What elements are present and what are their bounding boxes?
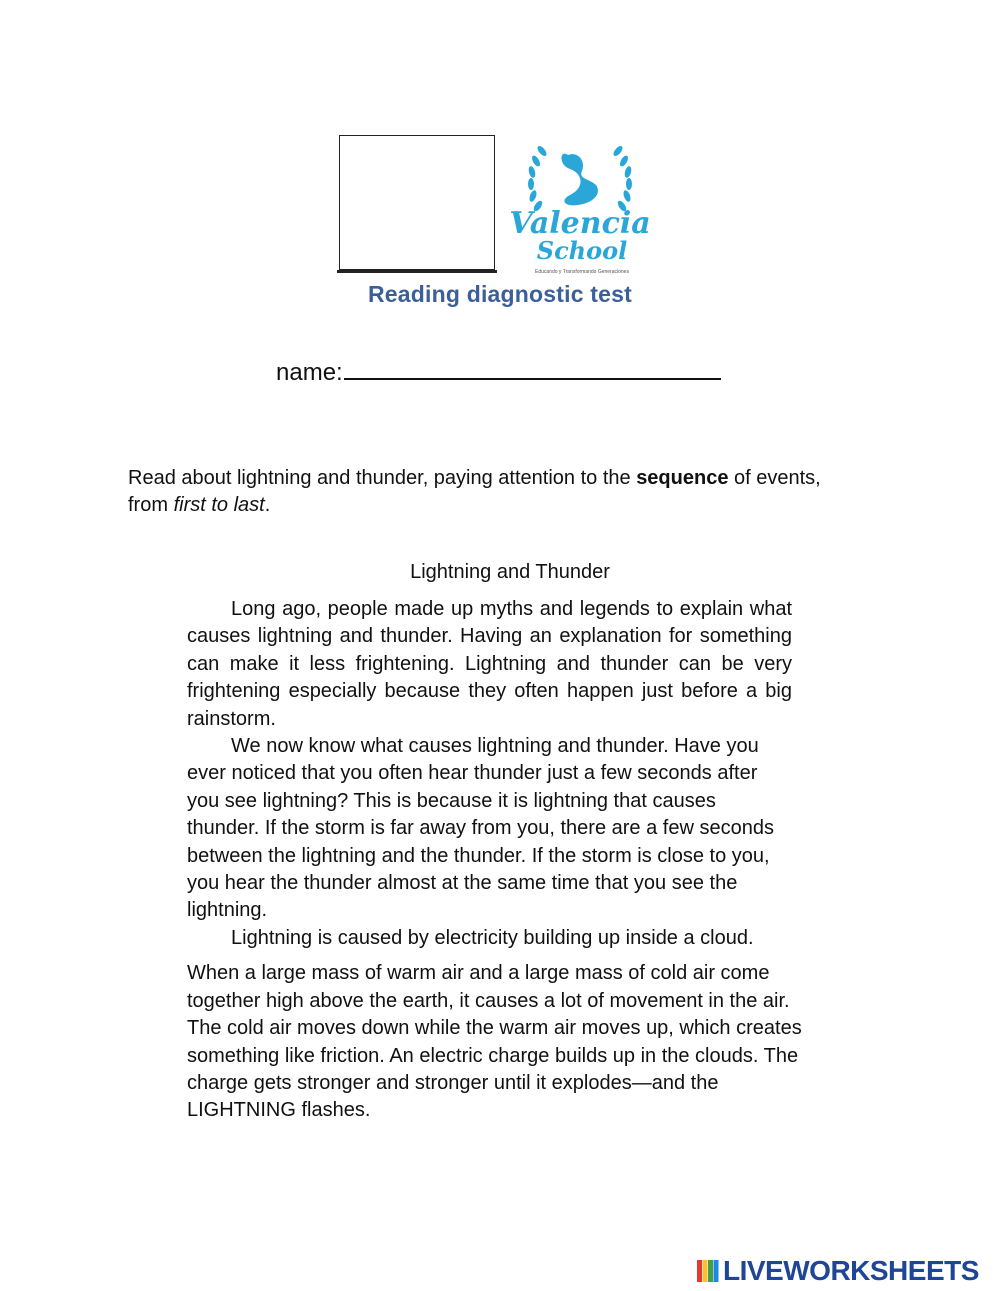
logo-tagline: Educando y Transformando Generaciones (535, 269, 629, 275)
liveworksheets-logo (697, 1255, 997, 1285)
passage-paragraph-3: Lightning is caused by electricity building up inside a cloud. (231, 926, 754, 949)
instructions-text-2: of events, from (128, 467, 821, 516)
instructions-italic: first to last (173, 494, 265, 516)
liveworksheets-brand: LIVEWORKSHEETS (723, 1255, 979, 1286)
instructions-bold: sequence (636, 467, 729, 489)
logo-brand-line2: School (536, 236, 628, 265)
passage-body (187, 596, 802, 1125)
instructions-text-1: Read about lightning and thunder, paying attention to the (128, 467, 637, 489)
name-field-row (276, 356, 721, 387)
passage-paragraph-2: We now know what causes lightning and thunder. Have you ever noticed that you often hear thunder just a few seconds after you see lightning? This is because it is lightning that causes thunder. If the storm is far away from you, there are a few seconds between the lightning and the thunder. If the storm is close to you, you hear the thunder almost at the same time that you see the lightning. (187, 735, 774, 922)
passage-paragraph-4: When a large mass of warm air and a large mass of cold air come together high above the earth, it causes a lot of movement in the air. The cold air moves down while the warm air moves up, which creates something like friction. An electric charge builds up in the clouds. The charge gets stronger and stronger until it explodes—and the LIGHTNING flashes. (187, 962, 802, 1122)
liveworksheets-mark-icon (697, 1260, 719, 1282)
passage-title: Lightning and Thunder (410, 561, 610, 583)
school-logo (498, 135, 662, 281)
name-input-line[interactable] (344, 356, 721, 380)
swan-icon (562, 154, 598, 206)
photo-box (339, 135, 495, 270)
instructions (128, 465, 848, 519)
page-title: Reading diagnostic test (367, 281, 633, 307)
photo-box-underline (337, 270, 497, 273)
logo-brand-line1: Valencia (509, 206, 651, 241)
passage-paragraph-1: Long ago, people made up myths and legends to explain what causes lightning and thunder. Having an explanation for something can make it less frightening. Lightning and thunder can be very frightening especially because they often happen just before a big rainstorm. (187, 598, 792, 730)
name-label: name: (276, 359, 343, 386)
instructions-text-3: . (264, 494, 271, 516)
